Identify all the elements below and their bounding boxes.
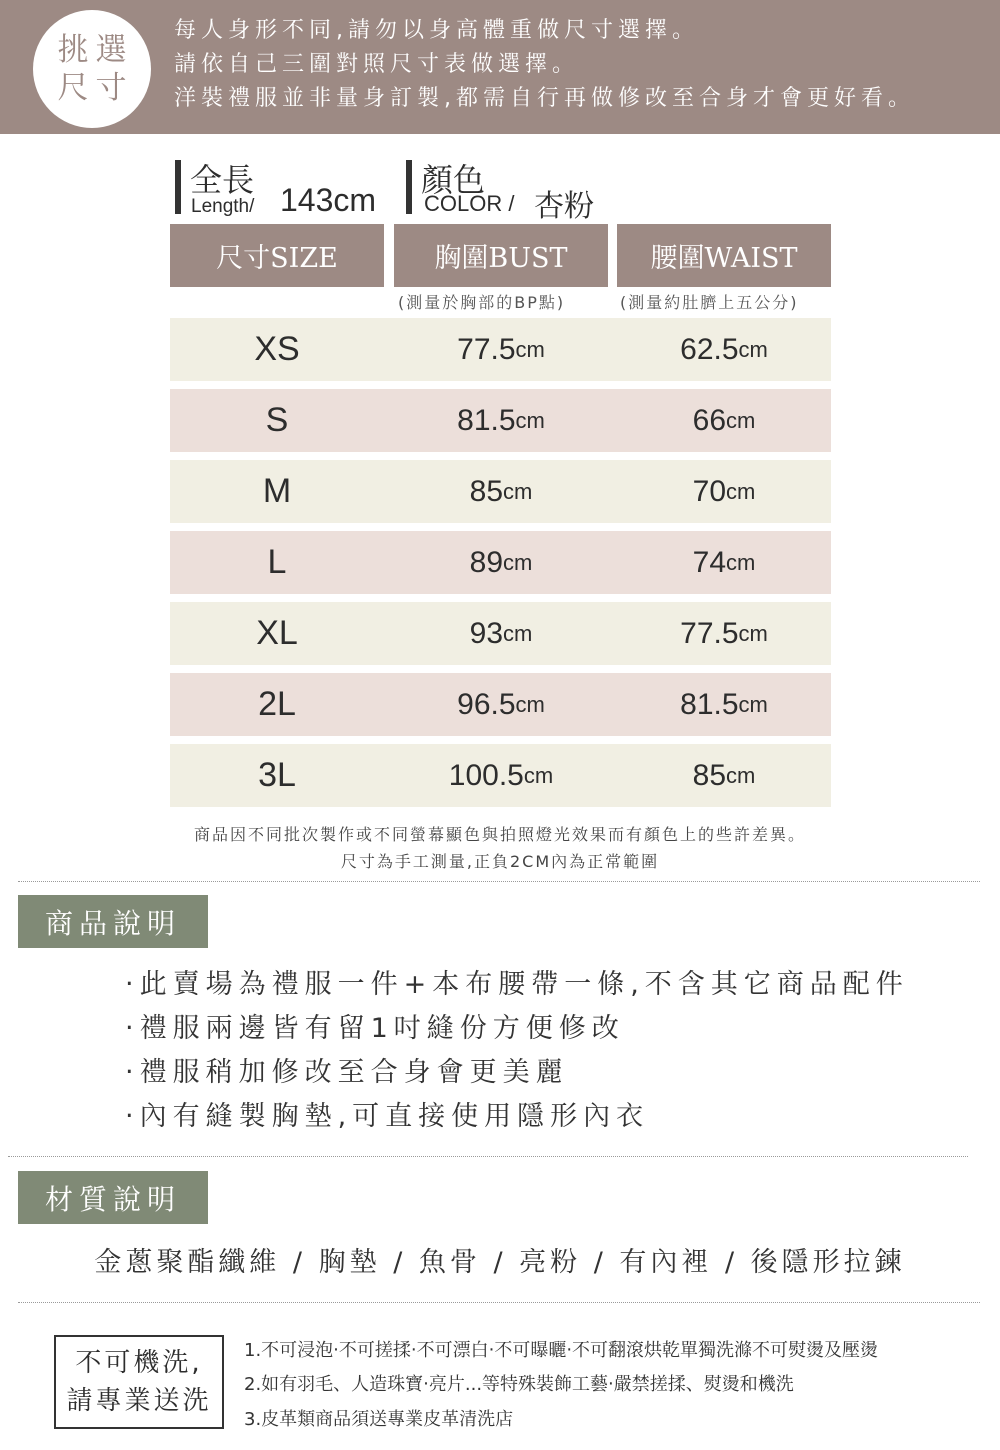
bust-cell: 93 cm xyxy=(469,616,533,650)
size-cell: 2L xyxy=(258,685,296,723)
sizing-notes xyxy=(174,14,915,116)
care-item: 1.不可浸泡‧不可搓揉‧不可漂白‧不可曝曬‧不可翻滾烘乾單獨洗滌不可熨燙及壓燙 xyxy=(244,1340,879,1361)
bust-cell: 85 cm xyxy=(469,474,533,508)
size-cell: L xyxy=(267,543,287,581)
header-banner xyxy=(0,0,1000,134)
badge-line-2: 尺寸 xyxy=(57,70,134,106)
waist-cell: 77.5 cm xyxy=(680,616,768,650)
color-disclaimer: 商品因不同批次製作或不同螢幕顯色與拍照燈光效果而有顏色上的些許差異。 xyxy=(193,825,806,844)
waist-cell: 70 cm xyxy=(692,474,756,508)
size-row xyxy=(170,673,831,736)
sizing-note: 請依自己三圍對照尺寸表做選擇。 xyxy=(174,52,580,77)
product-section-title: 商品說明 xyxy=(18,895,208,948)
product-bullet: ‧禮服兩邊皆有留1吋縫份方便修改 xyxy=(125,1013,625,1044)
product-bullet: ‧禮服稍加修改至合身會更美麗 xyxy=(125,1057,569,1088)
waist-measure-note: (測量約肚臍上五公分) xyxy=(620,293,799,312)
measure-disclaimer: 尺寸為手工測量,正負2CM內為正常範圍 xyxy=(340,852,660,871)
waist-cell: 66 cm xyxy=(692,403,756,437)
size-column-header: 尺寸SIZE xyxy=(170,224,384,287)
length-title: 全長 xyxy=(190,161,255,199)
waist-cell: 74 cm xyxy=(692,545,756,579)
waist-cell: 81.5 cm xyxy=(680,687,768,721)
size-row xyxy=(170,531,831,594)
bust-column-header: 胸圍BUST xyxy=(394,224,608,287)
bust-cell: 81.5 cm xyxy=(457,403,545,437)
wash-line-1: 不可機洗, xyxy=(75,1348,203,1378)
sizing-note: 洋裝禮服並非量身訂製,都需自行再做修改至合身才會更好看。 xyxy=(174,86,915,111)
size-row xyxy=(170,318,831,381)
divider xyxy=(18,1302,980,1303)
color-label: COLOR / xyxy=(424,191,515,216)
waist-cell: 85 cm xyxy=(692,758,756,792)
material-text: 金蔥聚酯纖維 / 胸墊 / 魚骨 / 亮粉 / 有內裡 / 後隱形拉鍊 xyxy=(94,1247,906,1278)
no-machine-wash-box xyxy=(54,1335,224,1429)
bust-measure-note: (測量於胸部的BP點) xyxy=(398,293,566,312)
length-marker xyxy=(175,160,181,214)
sizing-note: 每人身形不同,請勿以身高體重做尺寸選擇。 xyxy=(174,18,699,43)
product-bullet: ‧內有縫製胸墊,可直接使用隱形內衣 xyxy=(125,1101,650,1132)
waist-column-header: 腰圍WAIST xyxy=(617,224,831,287)
size-cell: S xyxy=(265,401,289,439)
bust-cell: 100.5 cm xyxy=(448,758,554,792)
bust-cell: 89 cm xyxy=(469,545,533,579)
bust-cell: 77.5 cm xyxy=(457,332,545,366)
material-section-title: 材質說明 xyxy=(18,1171,208,1224)
badge-line-1: 挑選 xyxy=(57,32,134,68)
size-cell: 3L xyxy=(258,756,296,794)
size-cell: XL xyxy=(256,614,298,652)
wash-line-2: 請專業送洗 xyxy=(66,1386,212,1416)
color-value: 杏粉 xyxy=(534,189,594,224)
divider xyxy=(8,1156,968,1157)
waist-cell: 62.5 cm xyxy=(680,332,768,366)
size-cell: M xyxy=(262,472,292,510)
color-marker xyxy=(406,160,412,214)
care-item: 2.如有羽毛、人造珠寶‧亮片...等特殊裝飾工藝‧嚴禁搓揉、熨燙和機洗 xyxy=(244,1374,794,1395)
divider xyxy=(18,881,980,882)
bust-cell: 96.5 cm xyxy=(457,687,545,721)
size-row xyxy=(170,389,831,452)
length-label: Length/ xyxy=(191,196,255,217)
size-badge xyxy=(33,10,151,128)
color-title: 顏色 xyxy=(421,161,486,199)
size-row xyxy=(170,744,831,807)
size-cell: XS xyxy=(254,330,300,368)
length-value: 143cm xyxy=(280,182,377,218)
product-bullet: ‧此賣場為禮服一件+本布腰帶一條,不含其它商品配件 xyxy=(125,969,909,1000)
care-item: 3.皮革類商品須送專業皮革清洗店 xyxy=(244,1409,514,1430)
size-row xyxy=(170,602,831,665)
size-row xyxy=(170,460,831,523)
